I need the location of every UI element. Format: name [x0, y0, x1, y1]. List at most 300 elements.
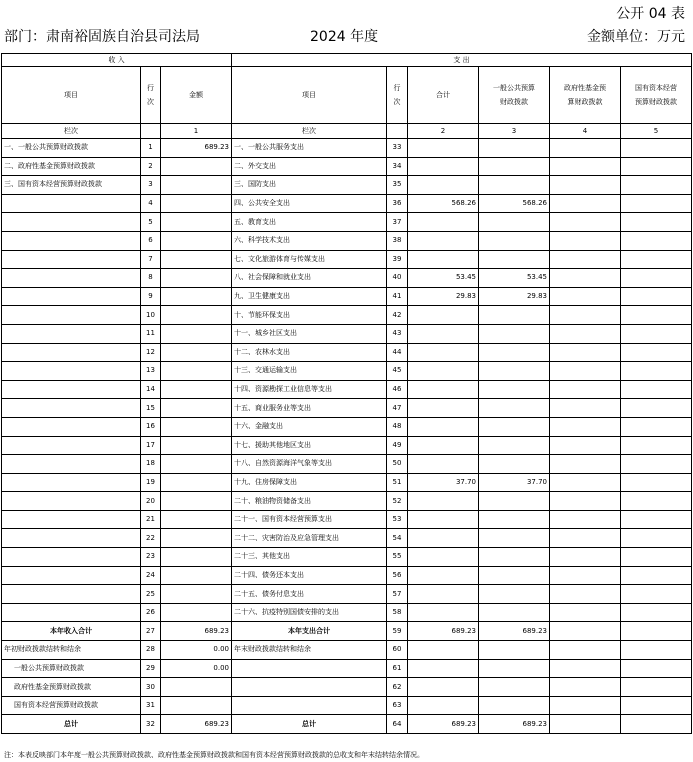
gov-fund-amount — [550, 696, 621, 715]
income-item — [2, 399, 141, 418]
table-row — [2, 529, 692, 548]
income-amount — [161, 696, 232, 715]
gov-fund-amount — [550, 194, 621, 213]
expense-total — [408, 231, 479, 250]
expense-item: 一、一般公共服务支出 — [232, 139, 387, 158]
expense-row-no: 50 — [387, 455, 408, 474]
income-row-no: 6 — [141, 231, 161, 250]
state-capital-amount — [621, 287, 692, 306]
expense-item: 十三、交通运输支出 — [232, 362, 387, 381]
income-row-no: 30 — [141, 678, 161, 697]
income-item — [2, 492, 141, 511]
expense-row-no: 55 — [387, 548, 408, 567]
right-index-3: 3 — [479, 124, 550, 139]
expense-item: 八、社会保障和就业支出 — [232, 269, 387, 288]
table-row — [2, 139, 692, 158]
expense-item: 六、科学技术支出 — [232, 231, 387, 250]
income-row-no: 7 — [141, 250, 161, 269]
expense-item: 总计 — [232, 715, 387, 734]
expense-row-no: 62 — [387, 678, 408, 697]
expense-item: 二、外交支出 — [232, 157, 387, 176]
gov-fund-amount — [550, 510, 621, 529]
expense-total — [408, 455, 479, 474]
income-amount — [161, 548, 232, 567]
income-item — [2, 287, 141, 306]
expense-item: 十七、援助其他地区支出 — [232, 436, 387, 455]
general-budget-amount — [479, 548, 550, 567]
expense-item: 二十五、债务付息支出 — [232, 585, 387, 604]
income-row-no: 4 — [141, 194, 161, 213]
income-amount — [161, 678, 232, 697]
expense-row-no: 44 — [387, 343, 408, 362]
income-amount — [161, 176, 232, 195]
income-item — [2, 250, 141, 269]
general-budget-amount: 689.23 — [479, 715, 550, 734]
income-row-no: 21 — [141, 510, 161, 529]
income-row-no: 22 — [141, 529, 161, 548]
table-row — [2, 380, 692, 399]
gov-fund-amount — [550, 324, 621, 343]
expense-total — [408, 585, 479, 604]
expense-row-no: 54 — [387, 529, 408, 548]
expense-total: 29.83 — [408, 287, 479, 306]
table-row — [2, 306, 692, 325]
expense-item: 四、公共安全支出 — [232, 194, 387, 213]
gov-fund-amount — [550, 566, 621, 585]
gov-fund-amount — [550, 213, 621, 232]
expense-total — [408, 529, 479, 548]
table-row — [2, 213, 692, 232]
expense-total — [408, 659, 479, 678]
income-item: 年初财政拨款结转和结余 — [2, 641, 141, 660]
expense-row-no: 39 — [387, 250, 408, 269]
expense-row-no: 35 — [387, 176, 408, 195]
income-item — [2, 585, 141, 604]
income-row-no: 2 — [141, 157, 161, 176]
table-row — [2, 231, 692, 250]
gov-fund-amount — [550, 287, 621, 306]
income-item — [2, 380, 141, 399]
income-item — [2, 473, 141, 492]
expense-total — [408, 306, 479, 325]
income-row-no: 8 — [141, 269, 161, 288]
expense-row-no: 37 — [387, 213, 408, 232]
total-row — [2, 622, 692, 641]
general-budget-amount — [479, 362, 550, 381]
expense-total — [408, 324, 479, 343]
income-item: 一、一般公共预算财政拨款 — [2, 139, 141, 158]
general-budget-amount — [479, 492, 550, 511]
general-budget-amount — [479, 324, 550, 343]
general-budget-header: 一般公共预算 财政拨款 — [479, 67, 550, 124]
income-amount: 689.23 — [161, 715, 232, 734]
income-item — [2, 436, 141, 455]
gov-fund-amount — [550, 176, 621, 195]
expense-row-no: 43 — [387, 324, 408, 343]
general-budget-amount — [479, 455, 550, 474]
income-amount — [161, 231, 232, 250]
total-row — [2, 715, 692, 734]
state-capital-amount — [621, 194, 692, 213]
table-row — [2, 492, 692, 511]
gov-fund-amount — [550, 548, 621, 567]
income-amount — [161, 603, 232, 622]
expense-row-no: 60 — [387, 641, 408, 660]
state-capital-amount — [621, 176, 692, 195]
gov-fund-amount — [550, 678, 621, 697]
state-capital-amount — [621, 510, 692, 529]
income-item — [2, 213, 141, 232]
income-item — [2, 343, 141, 362]
income-item — [2, 566, 141, 585]
income-item: 三、国有资本经营预算财政拨款 — [2, 176, 141, 195]
year-label: 2024 年度 — [310, 29, 379, 45]
income-item — [2, 455, 141, 474]
state-capital-amount — [621, 603, 692, 622]
expense-total — [408, 213, 479, 232]
general-budget-amount — [479, 641, 550, 660]
table-row — [2, 324, 692, 343]
gov-fund-amount — [550, 603, 621, 622]
table-row — [2, 566, 692, 585]
expense-row-no: 63 — [387, 696, 408, 715]
income-item-header: 项目 — [2, 67, 141, 124]
income-amount — [161, 473, 232, 492]
income-amount: 0.00 — [161, 641, 232, 660]
income-item — [2, 529, 141, 548]
state-capital-amount — [621, 548, 692, 567]
state-capital-amount — [621, 399, 692, 418]
expense-item — [232, 678, 387, 697]
column-header-row — [2, 67, 692, 124]
expense-total: 53.45 — [408, 269, 479, 288]
gov-fund-amount — [550, 455, 621, 474]
gov-fund-amount — [550, 417, 621, 436]
income-item: 国有资本经营预算财政拨款 — [2, 696, 141, 715]
state-capital-amount — [621, 436, 692, 455]
income-amount — [161, 492, 232, 511]
income-amount — [161, 362, 232, 381]
expense-item — [232, 696, 387, 715]
general-budget-amount — [479, 659, 550, 678]
general-budget-amount — [479, 436, 550, 455]
income-amount — [161, 399, 232, 418]
right-index-4: 4 — [550, 124, 621, 139]
expense-row-no: 51 — [387, 473, 408, 492]
expense-row-no: 42 — [387, 306, 408, 325]
footnote: 注：本表反映部门本年度一般公共预算财政拨款、政府性基金预算财政拨款和国有资本经营预算财政拨款的总收支和年末结转结余情况。 — [4, 751, 424, 759]
expense-row-no: 49 — [387, 436, 408, 455]
expense-row-no: 57 — [387, 585, 408, 604]
expense-item: 十八、自然资源海洋气象等支出 — [232, 455, 387, 474]
gov-fund-amount — [550, 641, 621, 660]
income-amount: 689.23 — [161, 139, 232, 158]
expense-item: 十五、商业服务业等支出 — [232, 399, 387, 418]
table-row — [2, 436, 692, 455]
income-amount — [161, 250, 232, 269]
income-row-no: 28 — [141, 641, 161, 660]
expense-item: 二十二、灾害防治及应急管理支出 — [232, 529, 387, 548]
blank-cell — [141, 124, 161, 139]
expense-item — [232, 659, 387, 678]
expense-total — [408, 343, 479, 362]
income-section-label: 收 入 — [2, 54, 232, 67]
table-code: 公开 04 表 — [616, 6, 685, 22]
income-amount — [161, 510, 232, 529]
expense-row-no: 34 — [387, 157, 408, 176]
total-header: 合计 — [408, 67, 479, 124]
income-amount — [161, 269, 232, 288]
income-row-no: 3 — [141, 176, 161, 195]
gov-fund-amount — [550, 362, 621, 381]
table-row — [2, 287, 692, 306]
gov-fund-amount — [550, 436, 621, 455]
income-amount: 689.23 — [161, 622, 232, 641]
expense-item: 二十、粮油物资储备支出 — [232, 492, 387, 511]
budget-table — [1, 53, 692, 734]
expense-item: 二十四、债务还本支出 — [232, 566, 387, 585]
income-row-no: 5 — [141, 213, 161, 232]
general-budget-amount — [479, 399, 550, 418]
income-item — [2, 417, 141, 436]
expense-row-no: 52 — [387, 492, 408, 511]
expense-total — [408, 436, 479, 455]
expense-row-no: 61 — [387, 659, 408, 678]
state-capital-amount — [621, 250, 692, 269]
income-row-no: 17 — [141, 436, 161, 455]
table-row — [2, 548, 692, 567]
general-budget-amount — [479, 566, 550, 585]
income-row-no: 16 — [141, 417, 161, 436]
general-budget-amount — [479, 231, 550, 250]
income-item — [2, 362, 141, 381]
expense-item: 本年支出合计 — [232, 622, 387, 641]
state-capital-amount — [621, 157, 692, 176]
income-amount — [161, 380, 232, 399]
income-row-no: 24 — [141, 566, 161, 585]
expense-row-no: 38 — [387, 231, 408, 250]
expense-total — [408, 566, 479, 585]
state-capital-amount — [621, 139, 692, 158]
general-budget-amount — [479, 306, 550, 325]
table-row — [2, 510, 692, 529]
general-budget-amount — [479, 417, 550, 436]
expense-item: 十二、农林水支出 — [232, 343, 387, 362]
expense-total: 689.23 — [408, 715, 479, 734]
expense-row-no: 41 — [387, 287, 408, 306]
general-budget-amount — [479, 696, 550, 715]
income-item — [2, 510, 141, 529]
income-amount-header: 金额 — [161, 67, 232, 124]
gov-fund-amount — [550, 622, 621, 641]
state-capital-amount — [621, 213, 692, 232]
general-budget-amount — [479, 213, 550, 232]
expense-total — [408, 603, 479, 622]
total-row — [2, 678, 692, 697]
expense-row-no: 48 — [387, 417, 408, 436]
section-header-row — [2, 54, 692, 67]
gov-fund-amount — [550, 139, 621, 158]
state-capital-amount — [621, 455, 692, 474]
table-row — [2, 176, 692, 195]
gov-fund-amount — [550, 231, 621, 250]
expense-row-no: 33 — [387, 139, 408, 158]
state-capital-amount — [621, 641, 692, 660]
expense-item: 十六、金融支出 — [232, 417, 387, 436]
income-amount — [161, 306, 232, 325]
income-row-no: 23 — [141, 548, 161, 567]
gov-fund-amount — [550, 492, 621, 511]
general-budget-amount — [479, 529, 550, 548]
state-capital-amount — [621, 306, 692, 325]
table-row — [2, 473, 692, 492]
right-index-5: 5 — [621, 124, 692, 139]
expense-item: 十九、住房保障支出 — [232, 473, 387, 492]
gov-fund-amount — [550, 250, 621, 269]
expense-section-label: 支 出 — [232, 54, 692, 67]
expense-total: 37.70 — [408, 473, 479, 492]
state-capital-amount — [621, 566, 692, 585]
expense-row-no: 58 — [387, 603, 408, 622]
state-capital-amount — [621, 380, 692, 399]
expense-total — [408, 492, 479, 511]
expense-row-no-header: 行 次 — [387, 67, 408, 124]
general-budget-amount — [479, 250, 550, 269]
general-budget-amount: 568.26 — [479, 194, 550, 213]
income-item: 本年收入合计 — [2, 622, 141, 641]
income-amount — [161, 417, 232, 436]
expense-row-no: 59 — [387, 622, 408, 641]
blank-cell — [387, 124, 408, 139]
expense-item: 二十一、国有资本经营预算支出 — [232, 510, 387, 529]
income-item — [2, 324, 141, 343]
general-budget-amount — [479, 585, 550, 604]
state-capital-amount — [621, 269, 692, 288]
income-row-no: 27 — [141, 622, 161, 641]
expense-total — [408, 641, 479, 660]
income-item: 总计 — [2, 715, 141, 734]
income-row-no-header: 行 次 — [141, 67, 161, 124]
gov-fund-amount — [550, 157, 621, 176]
gov-fund-amount — [550, 269, 621, 288]
expense-total — [408, 399, 479, 418]
income-item — [2, 231, 141, 250]
general-budget-amount — [479, 139, 550, 158]
income-row-no: 15 — [141, 399, 161, 418]
total-row — [2, 696, 692, 715]
table-row — [2, 194, 692, 213]
income-amount — [161, 529, 232, 548]
expense-total — [408, 157, 479, 176]
income-row-no: 13 — [141, 362, 161, 381]
general-budget-amount — [479, 343, 550, 362]
table-row — [2, 399, 692, 418]
income-row-no: 19 — [141, 473, 161, 492]
column-index-row — [2, 124, 692, 139]
income-row-no: 29 — [141, 659, 161, 678]
income-row-no: 25 — [141, 585, 161, 604]
income-amount — [161, 343, 232, 362]
table-row — [2, 603, 692, 622]
income-item: 二、政府性基金预算财政拨款 — [2, 157, 141, 176]
expense-item: 十四、资源勘探工业信息等支出 — [232, 380, 387, 399]
general-budget-amount — [479, 603, 550, 622]
income-amount — [161, 194, 232, 213]
expense-total: 689.23 — [408, 622, 479, 641]
state-capital-amount — [621, 343, 692, 362]
right-index-2: 2 — [408, 124, 479, 139]
expense-total: 568.26 — [408, 194, 479, 213]
income-amount — [161, 213, 232, 232]
income-row-no: 1 — [141, 139, 161, 158]
expense-total — [408, 678, 479, 697]
income-item — [2, 603, 141, 622]
income-row-no: 10 — [141, 306, 161, 325]
right-index-label: 栏次 — [232, 124, 387, 139]
income-row-no: 26 — [141, 603, 161, 622]
expense-total — [408, 362, 479, 381]
general-budget-amount — [479, 176, 550, 195]
expense-row-no: 36 — [387, 194, 408, 213]
report-header — [0, 26, 693, 46]
expense-total — [408, 510, 479, 529]
expense-item-header: 项目 — [232, 67, 387, 124]
expense-total — [408, 696, 479, 715]
gov-fund-amount — [550, 529, 621, 548]
total-row — [2, 659, 692, 678]
expense-row-no: 64 — [387, 715, 408, 734]
expense-item: 二十六、抗疫特别国债安排的支出 — [232, 603, 387, 622]
state-capital-amount — [621, 231, 692, 250]
income-item — [2, 306, 141, 325]
income-row-no: 18 — [141, 455, 161, 474]
expense-item: 十、节能环保支出 — [232, 306, 387, 325]
expense-total — [408, 417, 479, 436]
gov-fund-amount — [550, 473, 621, 492]
expense-item: 三、国防支出 — [232, 176, 387, 195]
expense-row-no: 46 — [387, 380, 408, 399]
gov-fund-amount — [550, 380, 621, 399]
table-row — [2, 343, 692, 362]
expense-item: 二十三、其他支出 — [232, 548, 387, 567]
income-item — [2, 548, 141, 567]
general-budget-amount — [479, 510, 550, 529]
expense-item: 十一、城乡社区支出 — [232, 324, 387, 343]
left-index-1: 1 — [161, 124, 232, 139]
gov-fund-amount — [550, 343, 621, 362]
general-budget-amount: 689.23 — [479, 622, 550, 641]
gov-fund-amount — [550, 585, 621, 604]
expense-total — [408, 139, 479, 158]
table-row — [2, 455, 692, 474]
general-budget-amount: 29.83 — [479, 287, 550, 306]
table-row — [2, 585, 692, 604]
table-row — [2, 417, 692, 436]
gov-fund-amount — [550, 399, 621, 418]
income-amount — [161, 585, 232, 604]
expense-total — [408, 380, 479, 399]
unit-label: 金额单位：万元 — [587, 29, 685, 45]
income-amount — [161, 287, 232, 306]
expense-total — [408, 548, 479, 567]
expense-row-no: 45 — [387, 362, 408, 381]
gov-fund-amount — [550, 306, 621, 325]
state-capital-amount — [621, 659, 692, 678]
expense-total — [408, 250, 479, 269]
general-budget-amount: 53.45 — [479, 269, 550, 288]
state-capital-amount — [621, 362, 692, 381]
expense-item: 年末财政拨款结转和结余 — [232, 641, 387, 660]
